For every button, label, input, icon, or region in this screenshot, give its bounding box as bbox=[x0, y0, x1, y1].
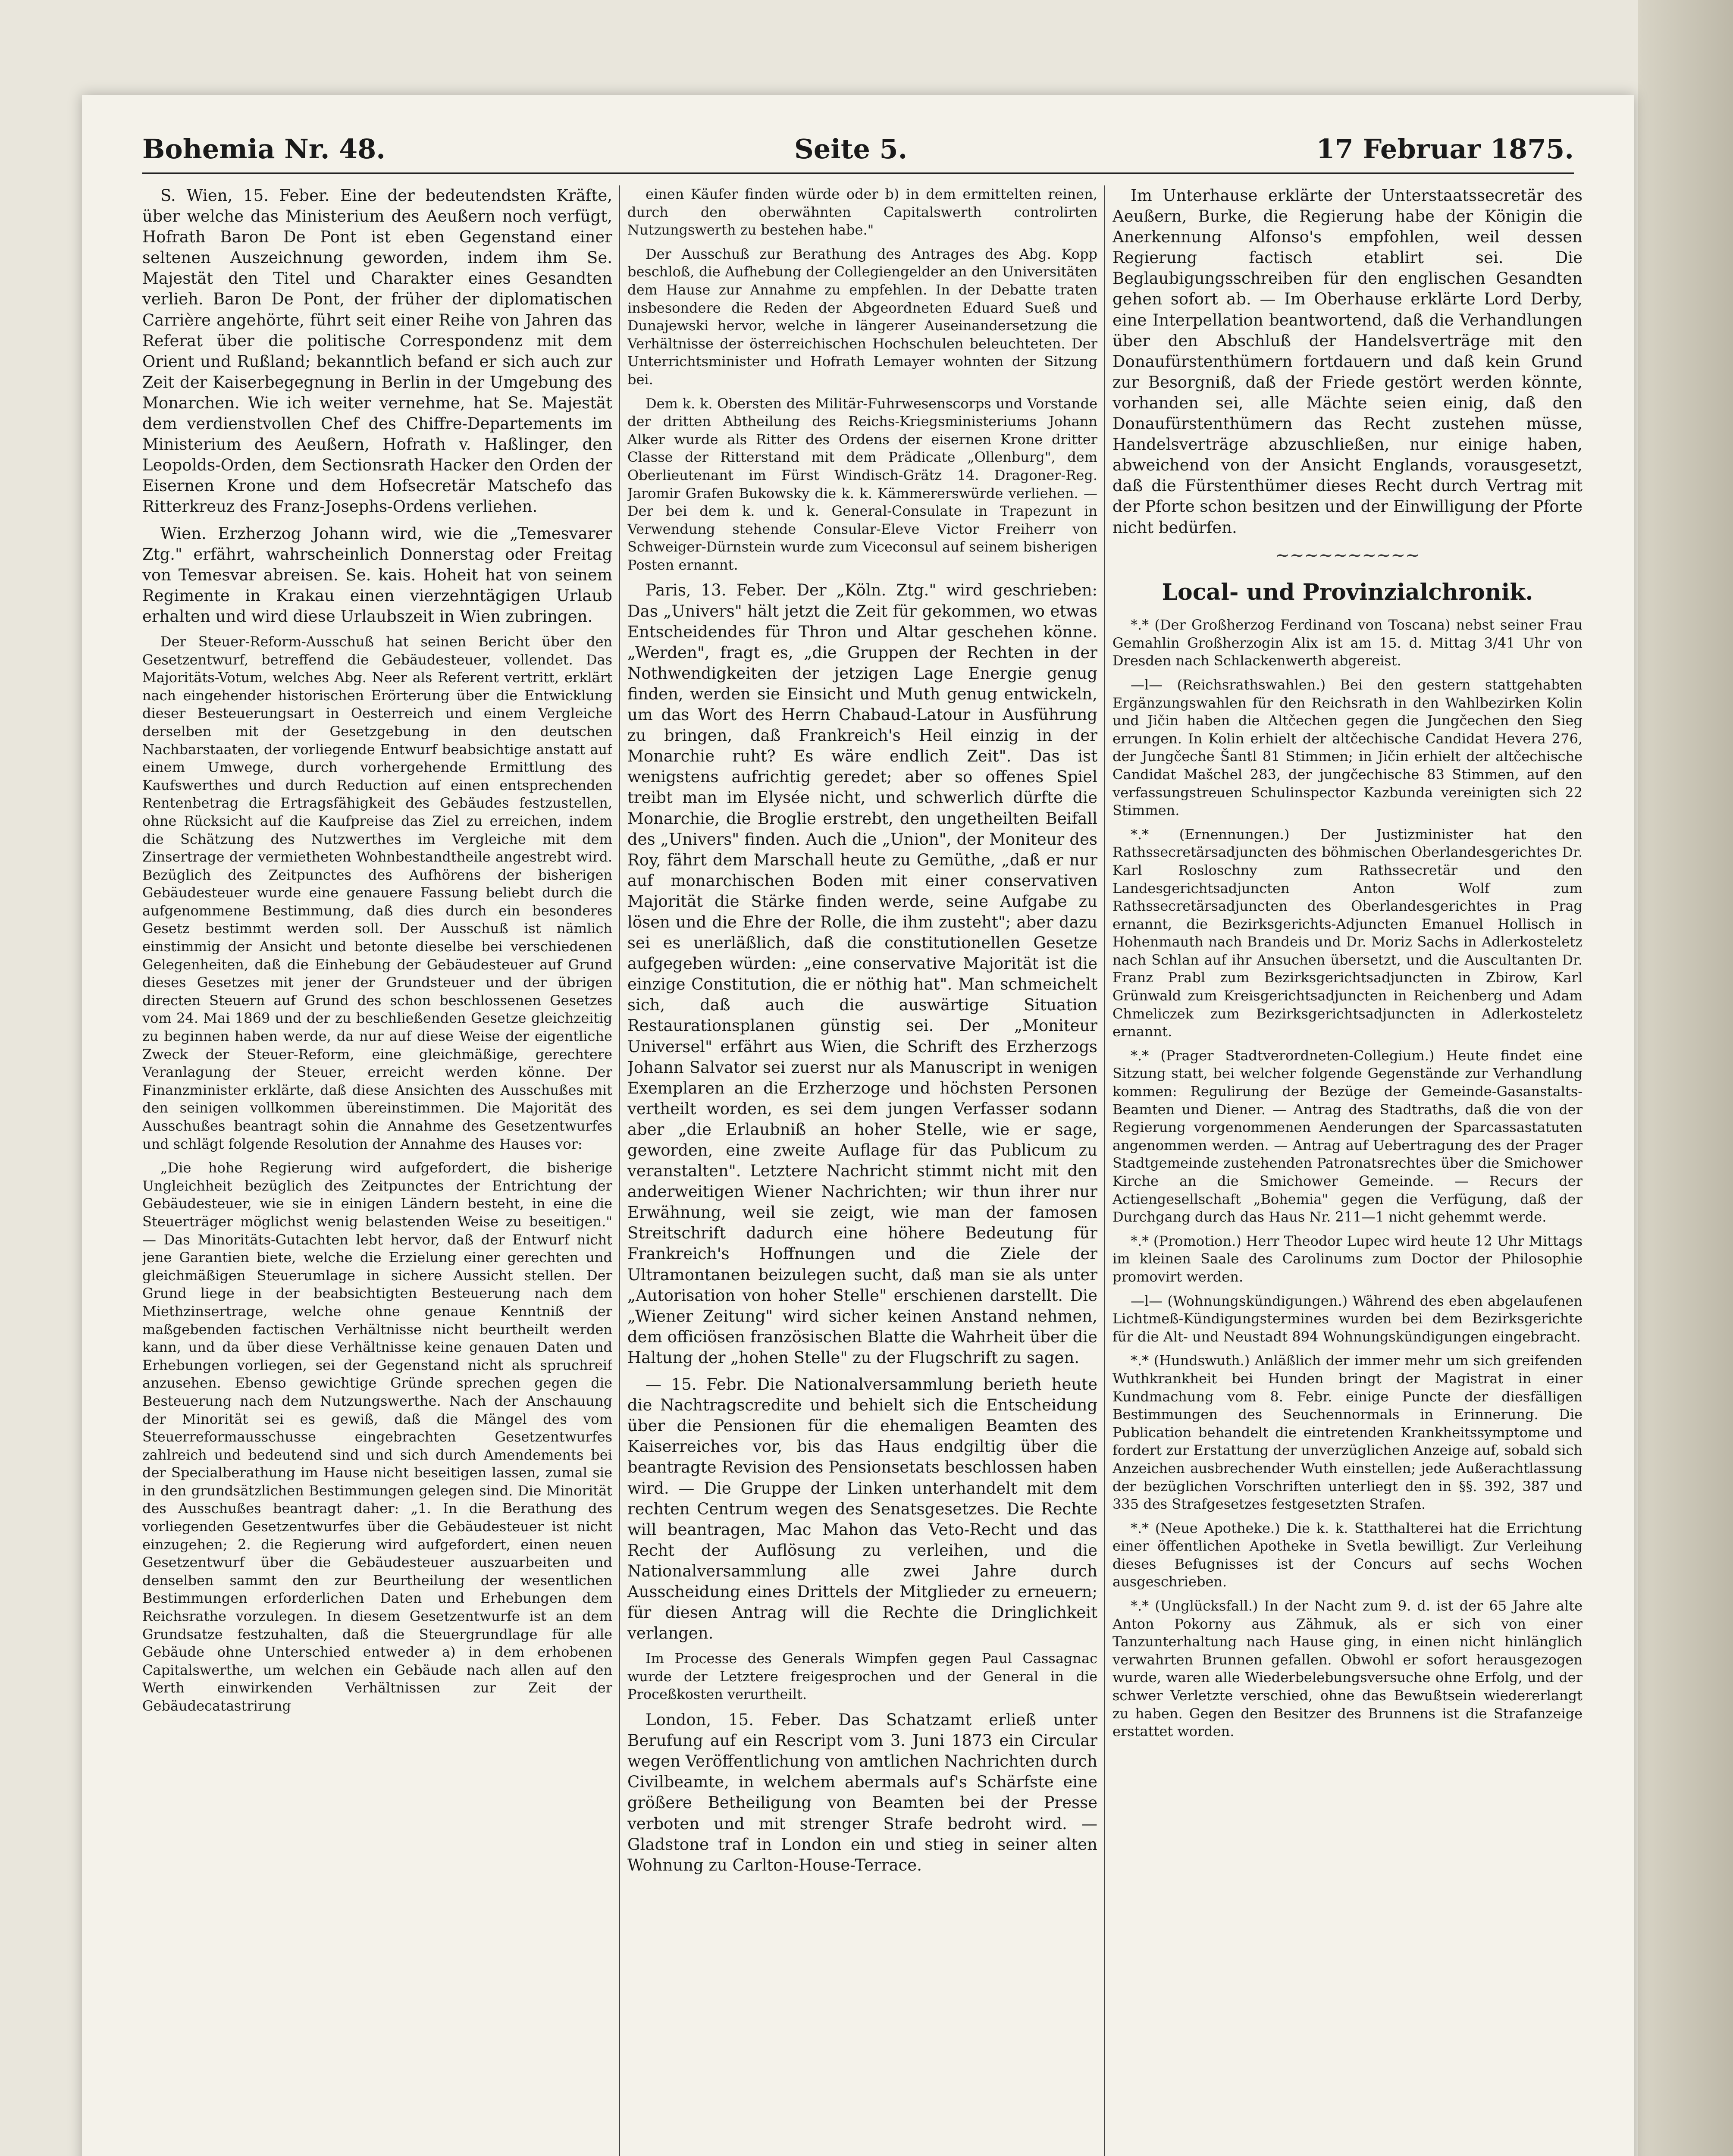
local-neue-apotheke: *.* (Neue Apotheke.) Die k. k. Statthalterei hat die Errichtung einer öffentlichen Apotheke in Svetla bewilligt. Zur Verleihung dieses Befugnisses ist der Concurs auf sechs Wochen ausgeschrieben. bbox=[1113, 1520, 1583, 1590]
local-grossherzog: *.* (Der Großherzog Ferdinand von Toscana) nebst seiner Frau Gemahlin Großherzogin Alix ist am 15. d. Mittag 3/41 Uhr von Dresden nach Schlackenwerth abgereist. bbox=[1113, 617, 1583, 669]
local-wohnungskuendigungen: —l— (Wohnungskündigungen.) Während des eben abgelaufenen Lichtmeß-Kündigungstermines wurden bei dem Bezirksgerichte für die Alt- und Neustadt 894 Wohnungskündigungen eingebracht. bbox=[1113, 1292, 1583, 1345]
header-issue: Bohemia Nr. 48. bbox=[142, 133, 385, 165]
article-london: London, 15. Feber. Das Schatzamt erließ unter Berufung auf ein Rescript vom 3. Juni 1873 ein Circular wegen Veröffentlichung von amtlichen Nachrichten durch Civilbeamte, in welchem abermals auf's Schärfste eine größere Betheiligung von Beamten bei der Presse verboten und mit strenger Strafe bedroht wird. — Gladstone traf in London ein und stieg in seiner alten Wohnung zu Carlton-House-Terrace. bbox=[627, 1711, 1097, 1874]
column-1 bbox=[142, 185, 612, 2156]
scan-edge bbox=[1638, 0, 1733, 2156]
local-promotion: *.* (Promotion.) Herr Theodor Lupec wird heute 12 Uhr Mittags im kleinen Saale des Carolinums zum Doctor der Philosophie promovirt werden. bbox=[1113, 1232, 1583, 1285]
local-hundswuth: *.* (Hundswuth.) Anläßlich der immer mehr um sich greifenden Wuthkrankheit bei Hunden bringt der Magistrat in einer Kundmachung vom 8. Febr. einige Puncte der diesfälligen Bestimmungen des Seuchennormals in Erinnerung. Die Publication behandelt die eintretenden Krankheitssymptome und fordert zur Erstattung der unverzüglichen Anzeige auf, sobald sich Anzeichen ausbrechender Wuth einstellen; jede Außerachtlassung der bezüglichen Vorschriften unterliegt den in §§. 392, 387 und 335 des Strafgesetzes festgesetzten Strafen. bbox=[1113, 1352, 1583, 1513]
article-militaer-ernennungen: Dem k. k. Obersten des Militär-Fuhrwesenscorps und Vorstande der dritten Abtheilung des Reichs-Kriegsministeriums Johann Alker wurde als Ritter des Ordens der eisernen Krone dritter Classe der Ritterstand mit dem Prädicate „Ollenburg", dem Oberlieutenant im Fürst Windisch-Grätz 14. Dragoner-Reg. Jaromir Grafen Bukowsky die k. k. Kämmererswürde verliehen. — Der bei dem k. und k. General-Consulate in Trapezunt in Verwendung stehende Consular-Eleve Victor Freiherr von Schweiger-Dürnstein wurde zum Viceconsul auf seinem bisherigen Posten ernannt. bbox=[627, 395, 1097, 573]
column-3 bbox=[1113, 185, 1583, 2156]
header-page-number: Seite 5. bbox=[794, 133, 908, 165]
local-ernennungen: *.* (Ernennungen.) Der Justizminister hat den Rathssecretärsadjuncten des böhmischen Oberlandesgerichtes Dr. Karl Rosloschny zum Rathssecretär und den Landesgerichtsadjuncten Anton Wolf zum Rathssecretärsadjuncten des Oberlandesgerichtes in Prag ernannt, die Bezirksgerichts-Adjuncten Emanuel Hollisch in Hohenmauth nach Brandeis und Dr. Moriz Sachs in Adlerkosteletz nach Schlan auf ihr Ansuchen übersetzt, und die Auscultanten Dr. Franz Prabl zum Bezirksgerichtsadjuncten in Zbirow, Karl Grünwald zum Kreisgerichtsadjuncten in Reichenberg und Adam Chmeliczek zum Bezirksgerichtsadjuncten in Adlerkosteletz ernannt. bbox=[1113, 826, 1583, 1040]
article-collegiengelder: Der Ausschuß zur Berathung des Antrages des Abg. Kopp beschloß, die Aufhebung der Collegiengelder an den Universitäten dem Hause zur Annahme zu empfehlen. In der Debatte traten insbesondere die Reden der Abgeordneten Eduard Sueß und Dunajewski hervor, welche in längerer Auseinandersetzung die Verhältnisse der österreichischen Hochschulen beleuchteten. Der Unterrichtsminister und Hofrath Lemayer wohnten der Sitzung bei. bbox=[627, 245, 1097, 388]
article-wimpfen-process: Im Processe des Generals Wimpfen gegen Paul Cassagnac wurde der Letztere freigesprochen und der General in die Proceßkosten verurtheilt. bbox=[627, 1650, 1097, 1703]
local-ungluecksfall: *.* (Unglücksfall.) In der Nacht zum 9. d. ist der 65 Jahre alte Anton Pokorny aus Zähmuk, als er sich von einer Tanzunterhaltung nach Hause ging, in einen nicht hinlänglich verwahrten Brunnen gefallen. Obwohl er sofort herausgezogen wurde, waren alle Wiederbelebungsversuche ohne Erfolg, und der schwer Verletzte verschied, ohne das Bewußtsein wiedererlangt zu haben. Gegen den Besitzer des Brunnens ist die Strafanzeige erstattet worden. bbox=[1113, 1598, 1583, 1740]
article-minoritaets-gutachten: „Die hohe Regierung wird aufgefordert, die bisherige Ungleichheit bezüglich des Zeitpunctes der Entrichtung der Gebäudesteuer, wie sie in einigen Ländern besteht, in eine die Steuerträger möglichst wenig belastenden Weise zu beseitigen." — Das Minoritäts-Gutachten lebt hervor, daß der Entwurf nicht jene Garantien biete, welche die Erzielung einer gerechten und gleichmäßigen Steuerumlage in sichere Aussicht stellen. Der Grund liege in der beabsichtigten Besteuerung nach dem Miethzinsertrage, welche ohne genaue Kenntniß der maßgebenden factischen Verhältnisse nicht beurtheilt werden kann, und da über diese Verhältnisse keine genauen Daten und Erhebungen vorliegen, sei der Gegenstand nicht als spruchreif anzusehen. Ebenso gewichtige Gründe sprechen gegen die Besteuerung nach dem Nutzungswerthe. Nach der Anschauung der Minorität sei es gewiß, daß die Mängel des vom Steuerreformausschusse eingebrachten Gesetzentwurfes zahlreich und bedeutend sind und sich durch Amendements bei der Specialberathung im Hause nicht beseitigen lassen, zumal sie in den grundsätzlichen Bestimmungen gelegen sind. Die Minorität des Ausschußes beantragt daher: „1. In die Berathung des vorliegenden Gesetzentwurfes über die Gebäudesteuer ist nicht einzugehen; 2. die Regierung wird aufgefordert, einen neuen Gesetzentwurf über die Gebäudesteuer auszuarbeiten und denselben sammt den zur Beurtheilung der wesentlichen Bestimmungen erforderlichen Daten und Erhebungen dem Reichsrathe vorzulegen. In diesem Gesetzentwurfe ist an dem Grundsatze festzuhalten, daß die Steuergrundlage für alle Gebäude ohne Unterschied entweder a) in dem erhobenen Capitalswerthe, um welchen ein Gebäude nach allen auf den Werth einwirkenden Verhältnissen zur Zeit der Gebäudecatastrirung bbox=[142, 1159, 612, 1714]
section-title-local: Local- und Provinzialchronik. bbox=[1162, 579, 1533, 605]
column-rule-2 bbox=[1104, 185, 1105, 2156]
local-reichsrathswahlen: —l— (Reichsrathswahlen.) Bei den gestern stattgehabten Ergänzungswahlen für den Reichsrath in den Wahlbezirken Kolin und Jičin haben die Altčechen gegen die Jungčechen den Sieg errungen. In Kolin erhielt der altčechische Candidat Hevera 276, der Jungčeche Šantl 81 Stimmen; in Jičin erhielt der altčechische Candidat Mašchel 283, der jungčechische 83 Stimmen, auf den verfassungstreuen Schulinspector Kazbunda vereinigten sich 22 Stimmen. bbox=[1113, 676, 1583, 819]
article-paris: Paris, 13. Feber. Der „Köln. Ztg." wird geschrieben: Das „Univers" hält jetzt die Zeit für gekommen, wo etwas Entscheidendes für Thron und Altar geschehen könne. „Werden", fragt es, „die Gruppen der Rechten in der Nothwendigkeiten der jetzigen Lage Energie genug finden, werden sie Einsicht und Muth genug entwickeln, um das Wort des Herrn Chabaud-Latour in Ausführung zu bringen, daß Frankreich's Heil einzig in der Monarchie ruht? Es wäre endlich Zeit". Das ist wenigstens aufrichtig geredet; aber so offenes Spiel treibt man im Elysée nicht, und schwerlich dürfte die Monarchie, die Broglie erstrebt, den ungetheilten Beifall des „Univers" finden. Auch die „Union", der Moniteur des Roy, fährt dem Marschall heute zu Gemüthe, „daß er nur auf monarchischen Boden mit einer conservativen Majorität die Stärke finden werde, seine Aufgabe zu lösen und die Ehre der Rolle, die ihm zusteht"; aber dazu sei es unerläßlich, daß die constitutionellen Gesetze aufgegeben würden: „eine conservative Majorität ist die einzige Constitution, die er nöthig hat". Man schmeichelt sich, daß auch die auswärtige Situation Restaurationsplanen günstig sei. Der „Moniteur Universel" erfährt aus Wien, die Schrift des Erzherzogs Johann Salvator sei zuerst nur als Manuscript in wenigen Exemplaren an die Erzherzoge und höchsten Personen vertheilt worden, es sei dem jungen Verfasser sodann aber „die Erlaubniß an hoher Stelle, wie er sage, geworden, eine zweite Auflage für das Publicum zu veranstalten". Letztere Nachricht stimmt nicht mit den anderweitigen Wiener Nachrichten; wir thun ihrer nur Erwähnung, weil sie zeigt, wie man der famosen Streitschrift dadurch eine höhere Bedeutung für Frankreich's Hoffnungen und die Ziele der Ultramontanen beizulegen sucht, daß man sie als unter „Autorisation von hoher Stelle" erschienen darstellt. Die „Wiener Zeitung" wird sicher keinen Anstand nehmen, dem officiösen französischen Blatte die Wahrheit über die Haltung der „hohen Stelle" zu der Flugschrift zu sagen. bbox=[627, 581, 1097, 1367]
article-unterhaus: Im Unterhause erklärte der Unterstaatssecretär des Aeußern, Burke, die Regierung habe der Königin die Anerkennung Alfonso's empfohlen, weil dessen Regierung factisch etablirt sei. Die Beglaubigungsschreiben für den englischen Gesandten gehen sofort ab. — Im Oberhause erklärte Lord Derby, eine Interpellation beantwortend, daß die Verhandlungen über den Abschluß der Handelsverträge mit den Donaufürstenthümern fortdauern und daß kein Grund zur Besorgniß, daß der Friede gestört werden könnte, vorhanden sei, alle Mächte seien einig, daß den Donaufürstenthümern das Recht zustehen müsse, Handelsverträge abzuschließen, nur einige haben, abweichend von der Ansicht Englands, vorausgesetzt, daß die Fürstenthümer dieses Recht durch Vertrag mit der Pforte schon besitzen und der Einwilligung der Pforte nicht bedürfen. bbox=[1113, 186, 1583, 537]
article-paris-nationalversammlung: — 15. Febr. Die Nationalversammlung berieth heute die Nachtragscredite und behielt sich die Entscheidung über die Pensionen für die ehemaligen Beamten des Kaiserreiches vor, bis das Haus endgiltig über die beantragte Revision des Pensionsetats beschlossen haben wird. — Die Gruppe der Linken unterhandelt mit dem rechten Centrum wegen des Senatsgesetzes. Die Rechte will beantragen, Mac Mahon das Veto-Recht und das Recht der Auflösung zu verleihen, und die Nationalversammlung alle zwei Jahre durch Ausscheidung eines Drittels der Mitglieder zu erneuern; für diesen Antrag will die Rechte die Dringlichkeit verlangen. bbox=[627, 1375, 1097, 1643]
article-steuer-reform: Der Steuer-Reform-Ausschuß hat seinen Bericht über den Gesetzentwurf, betreffend die Gebäudesteuer, vollendet. Das Majoritäts-Votum, welches Abg. Neer als Referent vertritt, erklärt nach eingehender historischen Erörterung über die Entwicklung dieser Besteuerungsart in Oesterreich und einem Vergleiche derselben mit der Gesetzgebung in den deutschen Nachbarstaaten, der vorliegende Entwurf beabsichtige anstatt auf einem Umwege, durch vorhergehende Ermittlung des Kaufswerthes und durch Reduction auf einen entsprechenden Rentenbetrag die Ertragsfähigkeit des Gebäudes festzustellen, ohne Rücksicht auf die Kaufpreise das Ziel zu erreichen, indem die Schätzung des Nutzwerthes im Vergleiche mit dem Zinsertrage der vermietheten Wohnbestandtheile angestrebt wird. Bezüglich des Zeitpunctes des Aufhörens der bisherigen Gebäudesteuer wurde eine genauere Fassung beliebt durch die aufgenommene Bestimmung, daß dies durch ein besonderes Gesetz bestimmt werden soll. Der Ausschuß ist nämlich einstimmig der Ansicht und betonte dieselbe bei verschiedenen Gelegenheiten, daß die Einhebung der Gebäudesteuer auf Grund dieses Gesetzes mit jener der Grundsteuer und der übrigen directen Steuern auf Grund des schon beschlossenen Gesetzes vom 24. Mai 1869 und der zu beschließenden Gesetze gleichzeitig zu beginnen haben werde, da nur auf diese Weise der eigentliche Zweck der Steuer-Reform, eine gleichmäßige, gerechtere Veranlagung der Steuer, erreicht werden könne. Der Finanzminister erklärte, daß diese Ansichten des Ausschußes mit den seinigen vollkommen übereinstimmen. Die Majorität des Ausschußes beantragt sohin die Annahme des Gesetzentwurfes und schlägt folgende Resolution der Annahme des Hauses vor: bbox=[142, 633, 612, 1152]
newspaper-page bbox=[82, 95, 1634, 2156]
header-date: 17 Februar 1875. bbox=[1316, 133, 1574, 165]
article-continuation: einen Käufer finden würde oder b) in dem ermittelten reinen, durch den oberwähnten Capitalswerth controlirten Nutzungswerth zu bestehen habe." bbox=[627, 186, 1097, 238]
article-wien-erzherzog-johann: Wien. Erzherzog Johann wird, wie die „Temesvarer Ztg." erfährt, wahrscheinlich Donnerstag oder Freitag von Temesvar abreisen. Se. kais. Hoheit hat von seinem Regimente in Krakau einen vierzehntägigen Urlaub erhalten und wird diese Urlaubszeit in Wien zubringen. bbox=[142, 524, 612, 626]
column-rule-1 bbox=[619, 185, 620, 2156]
section-ornament: ~~~~~~~~~~ bbox=[1275, 545, 1420, 565]
article-wien-de-pont: S. Wien, 15. Feber. Eine der bedeutendsten Kräfte, über welche das Ministerium des Aeußern noch verfügt, Hofrath Baron De Pont ist eben Gegenstand einer seltenen Auszeichnung geworden, indem ihm Se. Majestät den Titel und Charakter eines Gesandten verlieh. Baron De Pont, der früher der diplomatischen Carrière angehörte, führt seit einer Reihe von Jahren das Referat über die politische Correspondenz mit dem Orient und Rußland; bekanntlich befand er sich auch zur Zeit der Kaiserbegegnung in Berlin in der Umgebung des Monarchen. Wie ich weiter vernehme, hat Se. Majestät dem verdienstvollen Chef des Chiffre-Departements im Ministerium des Aeußern, Hofrath v. Haßlinger, den Leopolds-Orden, dem Sectionsrath Hacker den Orden der Eisernen Krone und dem Hofsecretär Matschefo das Ritterkreuz des Franz-Josephs-Ordens verliehen. bbox=[142, 186, 612, 516]
column-2 bbox=[627, 185, 1097, 2156]
local-stadtverordneten: *.* (Prager Stadtverordneten-Collegium.) Heute findet eine Sitzung statt, bei welcher folgende Gegenstände zur Verhandlung kommen: Regulirung der Bezüge der Gemeinde-Gasanstalts-Beamten und Diener. — Antrag des Stadtraths, daß die von der Regierung vorgenommenen Aenderungen der Sparcassastatuten angenommen werden. — Antrag auf Uebertragung des der Prager Stadtgemeinde zustehenden Patronatsrechtes über die Smichower Kirche an die Smichower Gemeinde. — Recurs der Actiengesellschaft „Bohemia" gegen die Verfügung, daß der Durchgang durch das Haus Nr. 211—1 nicht gehemmt werde. bbox=[1113, 1047, 1583, 1225]
page-header bbox=[142, 125, 1574, 174]
